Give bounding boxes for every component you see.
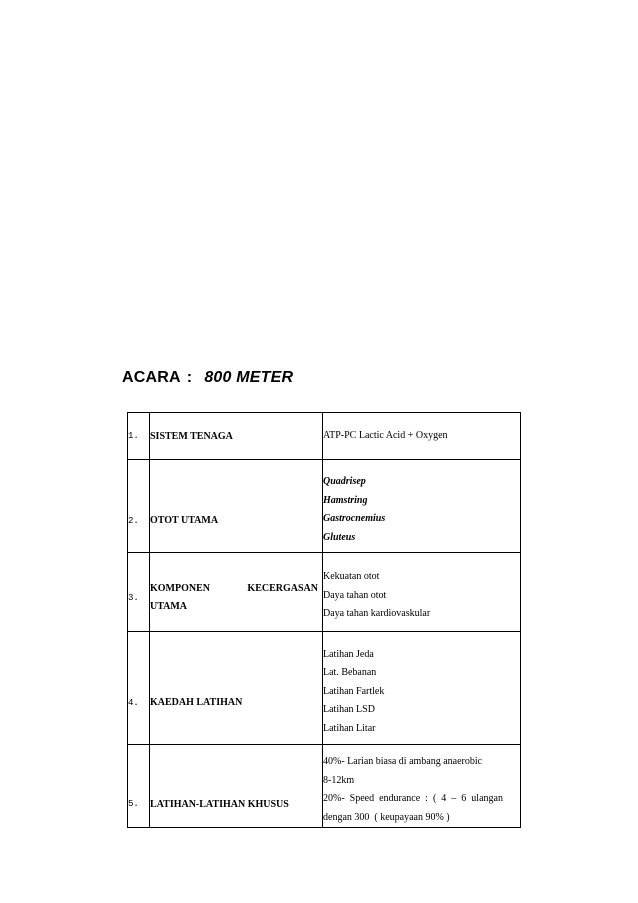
row-number: 4.	[128, 632, 150, 745]
table-row	[128, 460, 521, 553]
heading-prefix: ACARA	[122, 369, 181, 386]
detail-line: Lat. Bebanan	[323, 667, 377, 679]
detail-line: Latihan Jeda	[323, 648, 374, 660]
detail-line: Daya tahan otot	[323, 589, 387, 601]
label-word: KECERGASAN	[247, 582, 318, 594]
row-number: 5.	[128, 745, 150, 828]
detail-line: 40%- Larian biasa di ambang anaerobic	[323, 756, 483, 767]
row-detail	[323, 632, 521, 745]
label-word: KOMPONEN	[150, 582, 210, 594]
detail-line: Quadrisep	[323, 476, 366, 487]
row-detail	[323, 460, 521, 553]
row-label: SISTEM TENAGA	[150, 413, 323, 460]
row-number: 2.	[128, 460, 150, 553]
row-detail	[323, 745, 521, 828]
table-row	[128, 632, 521, 745]
detail-line: Hamstring	[323, 494, 368, 506]
detail-line: Daya tahan kardiovaskular	[323, 608, 431, 620]
detail-line: 20%- Speed endurance : ( 4 – 6 ulangan	[323, 793, 503, 804]
detail-line: Kekuatan otot	[323, 571, 380, 583]
row-label	[150, 553, 323, 632]
detail-line: Gluteus	[323, 531, 356, 543]
detail-line: dengan 300 ( keupayaan 90% )	[323, 811, 450, 823]
row-label: KAEDAH LATIHAN	[150, 632, 323, 745]
heading-event: 800 METER	[204, 369, 294, 386]
detail-line: Latihan LSD	[323, 704, 375, 716]
row-number: 3.	[128, 553, 150, 632]
label-line: UTAMA	[150, 601, 188, 612]
row-number: 1.	[128, 413, 150, 460]
heading-separator: :	[186, 369, 193, 386]
detail-line: ATP-PC Lactic Acid + Oxygen	[323, 429, 448, 441]
table-row	[128, 413, 521, 460]
detail-line: Latihan Fartlek	[323, 685, 385, 697]
row-label: OTOT UTAMA	[150, 460, 323, 553]
row-detail	[323, 553, 521, 632]
table-row	[128, 553, 521, 632]
training-table	[127, 412, 521, 828]
label-line	[150, 580, 322, 599]
page-heading	[122, 369, 293, 387]
row-detail	[323, 413, 521, 460]
detail-line: 8-12km	[323, 774, 355, 786]
table-row	[128, 745, 521, 828]
row-label: LATIHAN-LATIHAN KHUSUS	[150, 745, 323, 828]
detail-line: Gastrocnemius	[323, 513, 386, 524]
detail-line: Latihan Litar	[323, 722, 376, 734]
